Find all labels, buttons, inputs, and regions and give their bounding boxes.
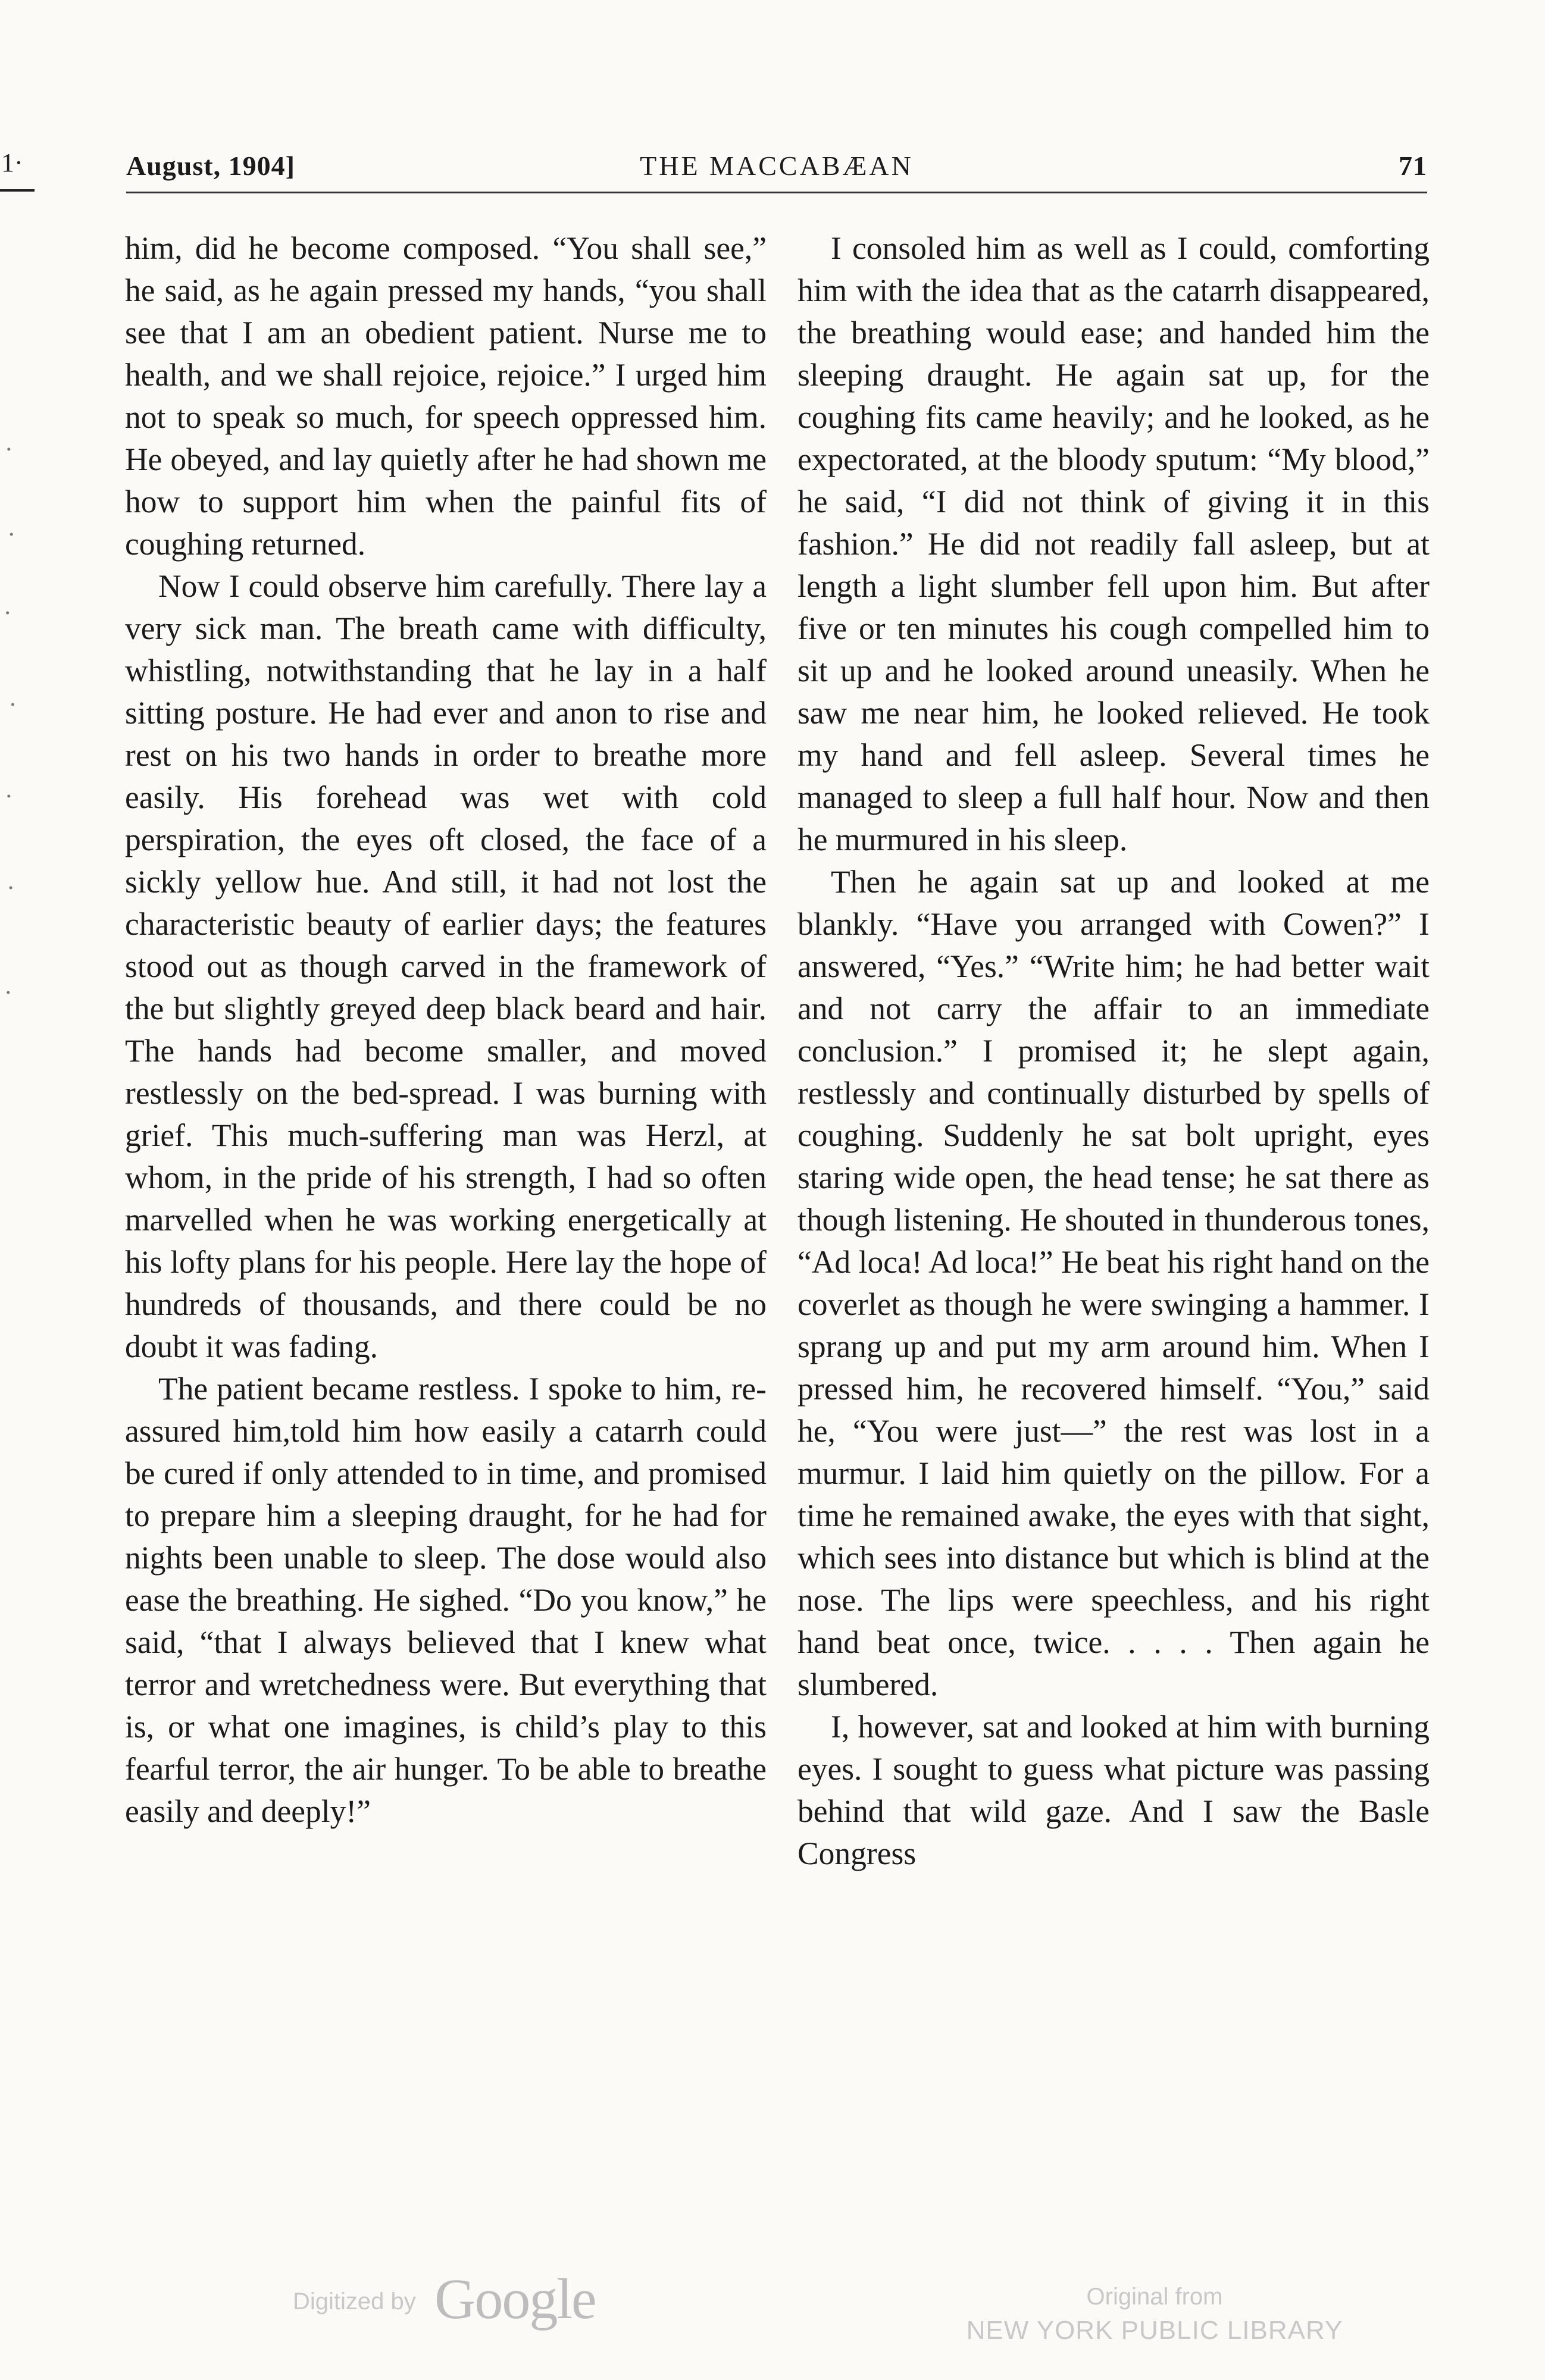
left-column bbox=[125, 227, 767, 1833]
paragraph: him, did he become composed. “You shall see,” he said, as he again pressed my hands, “you shall see that I am an obedient patient. Nurse me to health, and we shall rejoice, rejoice.” I urged him not to speak so much, for speech oppressed him. He obeyed, and lay quietly after he had shown me how to support him when the painful fits of coughing returned. bbox=[125, 230, 767, 562]
header-date: August, 1904] bbox=[126, 151, 295, 181]
paragraph: Now I could observe him carefully. There lay a very sick man. The breath came with difficulty, whistling, notwithstanding that he lay in a half sitting posture. He had ever and anon to rise and rest on his two hands in order to breathe more easily. His forehead was wet with cold perspiration, the eyes oft closed, the face of a sickly yellow hue. And still, it had not lost the characteristic beauty of earlier days; the features stood out as though carved in the framework of the but slightly greyed deep black beard and hair. The hands had become smaller, and moved restlessly on the bed-spread. I was burning with grief. This much-suffering man was Herzl, at whom, in the pride of his strength, I had so often marvelled when he was working energetically at his lofty plans for his people. Here lay the hope of hundreds of thousands, and there could be no doubt it was fading. bbox=[125, 568, 767, 1364]
paragraph: I, however, sat and looked at him with burning eyes. I sought to guess what picture was passing behind that wild gaze. And I saw the Basle Congress bbox=[797, 1709, 1430, 1871]
margin-specks bbox=[4, 416, 17, 1071]
page-marker: 1· bbox=[1, 148, 23, 177]
paragraph: The patient became restless. I spoke to him, re-assured him,told him how easily a catarrh could be cured if only attended to in time, and promised to prepare him a sleeping draught, for he had for nights been unable to sleep. The dose would also ease the breathing. He sighed. “Do you know,” he said, “that I always believed that I knew what terror and wretchedness were. But everything that is, or what one imagines, is child’s play to this fearful terror, the air hunger. To be able to breathe easily and deeply!” bbox=[125, 1371, 767, 1829]
paragraph: Then he again sat up and looked at me blankly. “Have you arranged with Cowen?” I answered, “Yes.” “Write him; he had better wait and not carry the affair to an immediate conclusion.” I promised it; he slept again, restlessly and continually disturbed by spells of coughing. Suddenly he sat bolt upright, eyes staring wide open, the head tense; he sat there as though listening. He shouted in thunderous tones, “Ad loca! Ad loca!” He beat his right hand on the coverlet as though he were swinging a hammer. I sprang up and put my arm around him. When I pressed him, he recovered himself. “You,” said he, “You were just—” the rest was lost in a murmur. I laid him quietly on the pillow. For a time he remained awake, the eyes with that sight, which sees into distance but which is blind at the nose. The lips were speechless, and his right hand beat once, twice. . . . . Then again he slumbered. bbox=[797, 864, 1430, 1702]
original-from-label: Original from bbox=[1086, 2284, 1223, 2310]
library-name: NEW YORK PUBLIC LIBRARY bbox=[966, 2316, 1343, 2345]
running-head bbox=[126, 144, 1427, 192]
paragraph: I consoled him as well as I could, comforting him with the idea that as the catarrh disappeared, the breathing would ease; and handed him the sleeping draught. He again sat up, for the coughing fits came heavily; and he looked, as he expectorated, at the bloody sputum: “My blood,” he said, “I did not think of giving it in this fashion.” He did not readily fall asleep, but at length a light slumber fell upon him. But after five or ten minutes his cough compelled him to sit up and he looked around uneasily. When he saw me near him, he looked relieved. He took my hand and fell asleep. Several times he managed to sleep a full half hour. Now and then he murmured in his sleep. bbox=[797, 230, 1430, 857]
google-logo: Google bbox=[434, 2267, 596, 2331]
header-rule bbox=[126, 192, 1427, 193]
digitized-by-label: Digitized by bbox=[293, 2288, 416, 2315]
page-number: 71 bbox=[1399, 151, 1427, 181]
margin-rule bbox=[0, 189, 35, 192]
digitization-footer bbox=[0, 2266, 1545, 2345]
journal-title: THE MACCABÆAN bbox=[640, 151, 914, 181]
right-column bbox=[797, 227, 1430, 1875]
